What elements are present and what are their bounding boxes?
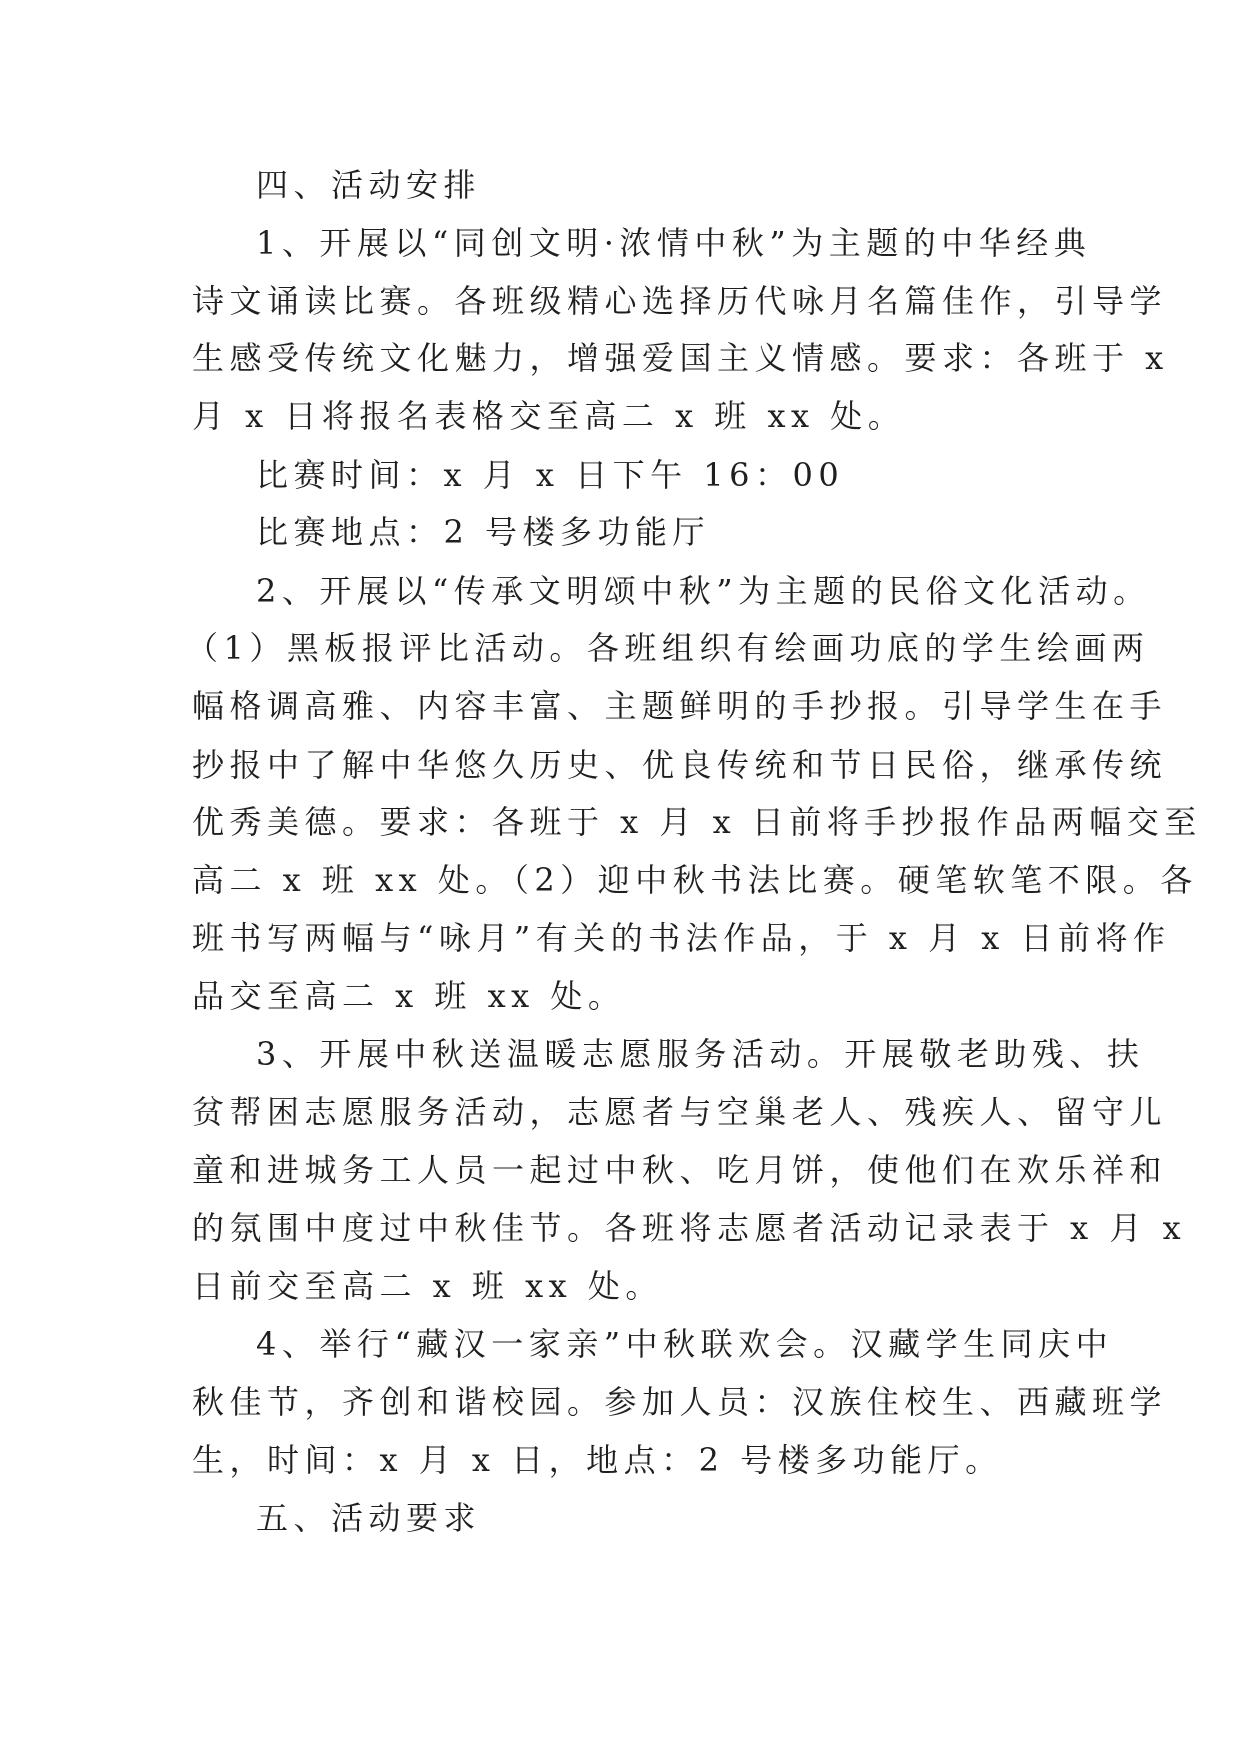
paragraph-line: 日前交至高二 x 班 xx 处。 [192, 1267, 663, 1305]
paragraph-line: 诗文诵读比赛。各班级精心选择历代咏月名篇佳作，引导学 [192, 282, 1168, 320]
paragraph-line: 幅格调高雅、内容丰富、主题鲜明的手抄报。引导学生在手 [192, 687, 1168, 725]
section-heading: 五、活动要求 [256, 1499, 482, 1537]
paragraph-line: 秋佳节，齐创和谐校园。参加人员：汉族住校生、西藏班学 [192, 1383, 1168, 1421]
paragraph-line: 班书写两幅与“咏月”有关的书法作品，于 x 月 x 日前将作 [192, 919, 1171, 957]
paragraph-line: 抄报中了解中华悠久历史、优良传统和节日民俗，继承传统 [192, 746, 1168, 784]
paragraph-line: 比赛地点：2 号楼多功能厅 [256, 513, 711, 551]
paragraph-line: （1）黑板报评比活动。各班组织有绘画功底的学生绘画两 [186, 629, 1150, 667]
paragraph-line: 品交至高二 x 班 xx 处。 [192, 977, 626, 1015]
paragraph-line: 童和进城务工人员一起过中秋、吃月饼，使他们在欢乐祥和 [192, 1151, 1168, 1189]
paragraph-line: 生感受传统文化魅力，增强爱国主义情感。要求：各班于 x [192, 339, 1169, 377]
section-heading: 四、活动安排 [256, 166, 482, 204]
paragraph-line: 2、开展以“传承文明颂中秋”为主题的民俗文化活动。 [256, 572, 1151, 610]
paragraph-line: 生，时间：x 月 x 日，地点：2 号楼多功能厅。 [192, 1441, 1003, 1479]
paragraph-line: 3、开展中秋送温暖志愿服务活动。开展敬老助残、扶 [256, 1035, 1145, 1073]
paragraph-line: 月 x 日将报名表格交至高二 x 班 xx 处。 [192, 397, 906, 435]
paragraph-line: 优秀美德。要求：各班于 x 月 x 日前将手抄报作品两幅交至 [192, 803, 1202, 841]
paragraph-line: 贫帮困志愿服务活动，志愿者与空巢老人、残疾人、留守儿 [192, 1093, 1168, 1131]
paragraph-line: 4、举行“藏汉一家亲”中秋联欢会。汉藏学生同庆中 [256, 1325, 1114, 1363]
paragraph-line: 比赛时间：x 月 x 日下午 16：00 [256, 456, 845, 494]
paragraph-line: 高二 x 班 xx 处。（2）迎中秋书法比赛。硬笔软笔不限。各 [192, 861, 1198, 899]
paragraph-line: 1、开展以“同创文明·浓情中秋”为主题的中华经典 [256, 224, 1092, 262]
paragraph-line: 的氛围中度过中秋佳节。各班将志愿者活动记录表于 x 月 x [192, 1209, 1187, 1247]
